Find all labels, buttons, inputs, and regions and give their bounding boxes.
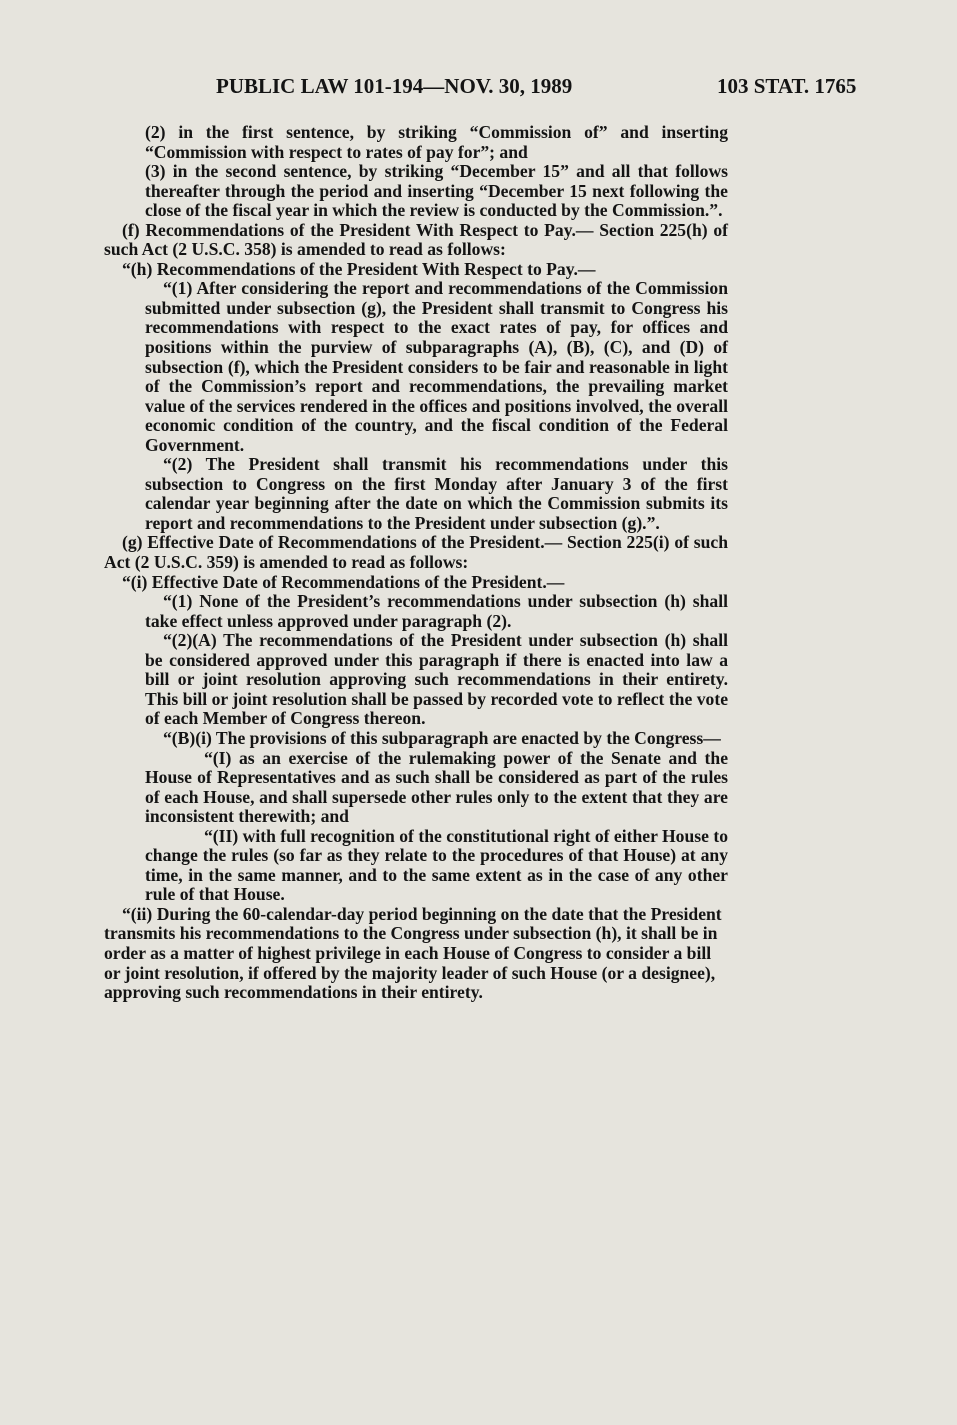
subsection-f: (f) Recommendations of the President With Respect to Pay.— Section 225(h) of such Act (2 U.S.C. 358) is amended to read as follows:: [104, 219, 728, 260]
document-body: [104, 123, 728, 1003]
subsection-i-heading: “(i) Effective Date of Recommendations of the President.—: [122, 571, 565, 592]
paragraph-i-2Bi: “(B)(i) The provisions of this subparagraph are enacted by the Congress—: [163, 727, 721, 748]
law-title: PUBLIC LAW 101-194—NOV. 30, 1989: [216, 74, 573, 98]
paragraph-i-2Bii: “(ii) During the 60-calendar-day period beginning on the date that the President transmits his recommendations to the Congress under subsection (h), it shall be in order as a matter of highest privilege in each House of Congress to consider a bill or joint resolution, if offered by the majority leader of such House (or a designee), approving such recommendations in their entirety.: [104, 903, 722, 1003]
clause-II: “(II) with full recognition of the constitutional right of either House to change the rules (so far as they relate to the procedures of that House) at any time, in the same manner, and to the same extent as in the case of any other rule of that House.: [145, 825, 728, 905]
statute-citation: 103 STAT. 1765: [717, 74, 857, 98]
subsection-g: (g) Effective Date of Recommendations of the President.— Section 225(i) of such Act (2 U.S.C. 359) is amended to read as follows:: [104, 532, 728, 573]
paragraph-3-second-sentence: (3) in the second sentence, by striking “December 15” and all that follows thereafter through the period and inserting “December 15 next following the close of the fiscal year in which the review is conducted by the Commission.”.: [145, 161, 728, 221]
paragraph-h-2: “(2) The President shall transmit his recommendations under this subsection to Congress on the first Monday after January 3 of the first calendar year beginning after the date on which the Commission submits its report and recommendations to the President under subsection (g).”.: [145, 454, 728, 533]
page-header: [0, 74, 957, 104]
subsection-h-heading: “(h) Recommendations of the President With Respect to Pay.—: [122, 258, 596, 279]
paragraph-i-2A: “(2)(A) The recommendations of the President under subsection (h) shall be considered approved under this paragraph if there is enacted into law a bill or joint resolution approving such recommendations in their entirety. This bill or joint resolution shall be passed by recorded vote to reflect the vote of each Member of Congress thereon.: [145, 630, 728, 729]
paragraph-h-1: “(1) After considering the report and recommendations of the Commission submitted under subsection (g), the President shall transmit to Congress his recommendations with respect to the exact rates of pay, for offices and positions within the purview of subparagraphs (A), (B), (C), and (D) of subsection (f), which the President considers to be fair and reasonable in light of the Commission’s report and recommendations, the prevailing market value of the services rendered in the offices and positions involved, the overall economic condition of the country, and the fiscal condition of the Federal Government.: [145, 278, 728, 455]
paragraph-2-first-sentence: (2) in the first sentence, by striking “Commission of” and inserting “Commission with respect to rates of pay for”; and: [145, 122, 728, 162]
clause-I: “(I) as an exercise of the rulemaking power of the Senate and the House of Representatives and as such shall be considered as part of the rules of each House, and shall supersede other rules only to the extent that they are inconsistent therewith; and: [145, 747, 728, 827]
paragraph-i-1: “(1) None of the President’s recommendations under subsection (h) shall take effect unless approved under paragraph (2).: [145, 591, 728, 631]
